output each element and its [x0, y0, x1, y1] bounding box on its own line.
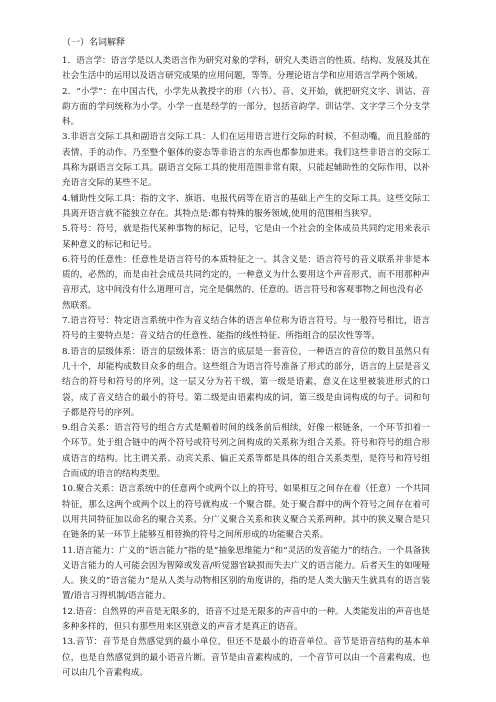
document-body: [62, 54, 430, 681]
paragraph: 8.语言的层级体系：语言的层级体系：语言的底层是一套音位，一种语言的音位的数目虽然只有几十个，却能构成数目众多的组合。这些组合为语言符号准备了形式的部分，语言的上层是音义结合的符号和符号的序列，这一层又分为若干级，第一级是语素，意义在这里被装进形式的口袋，成了音义结合的最小的符号。第二级是由语素构成的词，第三级是由词构成的句子。词和句子都是符号的序列。: [62, 346, 430, 418]
paragraph: 1．语言学：语言学是以人类语言作为研究对象的学科，研究人类语言的性质、结构、发展及其在社会生活中的运用以及语言研究成果的应用问题，等等。分理论语言学和应用语言学两个领域。: [62, 56, 430, 82]
paragraph: 11.语言能力：广义的“语言能力”指的是“抽象思维能力”和“灵活的发音能力”的结合。一个具备狭义语言能力的人可能会因为智障或发音/听觉器官缺损而失去广义的语言能力。后者天生的如哑哑人。狭义的“语言能力”是从人类与动物相区别的角度讲的，指的是人类大脑天生就具有的语言装置/语言习得机制/语言能力。: [62, 545, 430, 602]
paragraph: 13.音节：音节是自然感觉到的最小单位，但还不是最小的语音单位。音节是语音结构的基本单位，也是自然感觉到的最小语音片断。音节是由音素构成的，一个音节可以由一个音素构成，也可以由几个音素构成。: [62, 637, 430, 678]
paragraph: 6.符号的任意性：任意性是语言符号的本质特征之一。其含义是：语言符号的音义联系并非是本质的，必然的，而是由社会成员共同约定的，一种意义为什么要用这个声音形式，而不用那种声音形式，这中间没有什么道理可言，完全是偶然的、任意的。语言符号和客观事物之间也没有必: [62, 254, 430, 296]
paragraph: 12.语音：自然界的声音是无限多的，语音不过是无限多的声音中的一种。人类能发出的声音也是多种多样的，但只有那些用来区别意义的声音才是真正的语音。: [62, 606, 430, 632]
paragraph: 3.非语言交际工具和副语言交际工具：人们在运用语言进行交际的时候，不但动嘴，而且脸部的表情、手的动作、乃至整个躯体的姿态等非语言的东西也都参加进来。我们这些非语言的交际工具称为副语言交际工具。副语言交际工具的使用范围非常有限，只能起辅助性的交际作用，以补充语言交际的某些不足。: [62, 132, 430, 189]
section-heading: （一）名词解释: [62, 38, 126, 48]
paragraph: 2．“小学”：在中国古代，小学先从教授字的形（六书）、音、义开始，就把研究文字、训诂、音韵方面的学问统称为小学。小学一直是经学的一部分，包括音韵学、训诂学、文字学三个分支学科。: [62, 86, 430, 128]
paragraph: 7.语言符号：特定语言系统中作为音义结合体的语言单位称为语言符号。与一般符号相比，语言符号的主要特点是：音义结合的任意性、能指的线性特征、所指组合的层次性等等。: [62, 316, 430, 342]
paragraph: 9.组合关系：语言符号的组合方式是顺着时间的线条前后相续，好像一根链条，一个环节扣着一个环节。处于组合链中的两个符号或符号列之间构成的关系称为组合关系。符号和符号的组合形成语言的结构。比主谓关系、动宾关系、偏正关系等都是具体的组合关系类型，是符号和符号组合而成的语言的结构类型。: [62, 423, 430, 480]
paragraph: 然联系。: [62, 300, 97, 311]
paragraph: 4.辅助性交际工具：指的文字、旗语、电报代码等在语言的基础上产生的交际工具。这些交际工具离开语言就不能独立存在。其特点是:都有特殊的服务领域,使用的范围相当狭窄。: [62, 193, 430, 219]
paragraph: 10.聚合关系：语言系统中的任意两个或两个以上的符号，如果相互之间存在着（任意）一个共同特征，那么这两个或两个以上的符号就构成一个聚合群。处于聚合群中的两个符号之间存在着可以用共同特征加以命名的聚合关系。分广义聚合关系和狭义聚合关系两种。其中的狭义聚合是只在链条的某一环节上能够互相替换的符号之间所形成的功能聚合关系。: [62, 484, 430, 541]
paragraph: 5.符号：符号，就是指代某种事物的标记，记号，它是由一个社会的全体成员共同约定用来表示某种意义的标记和记号。: [62, 224, 430, 250]
